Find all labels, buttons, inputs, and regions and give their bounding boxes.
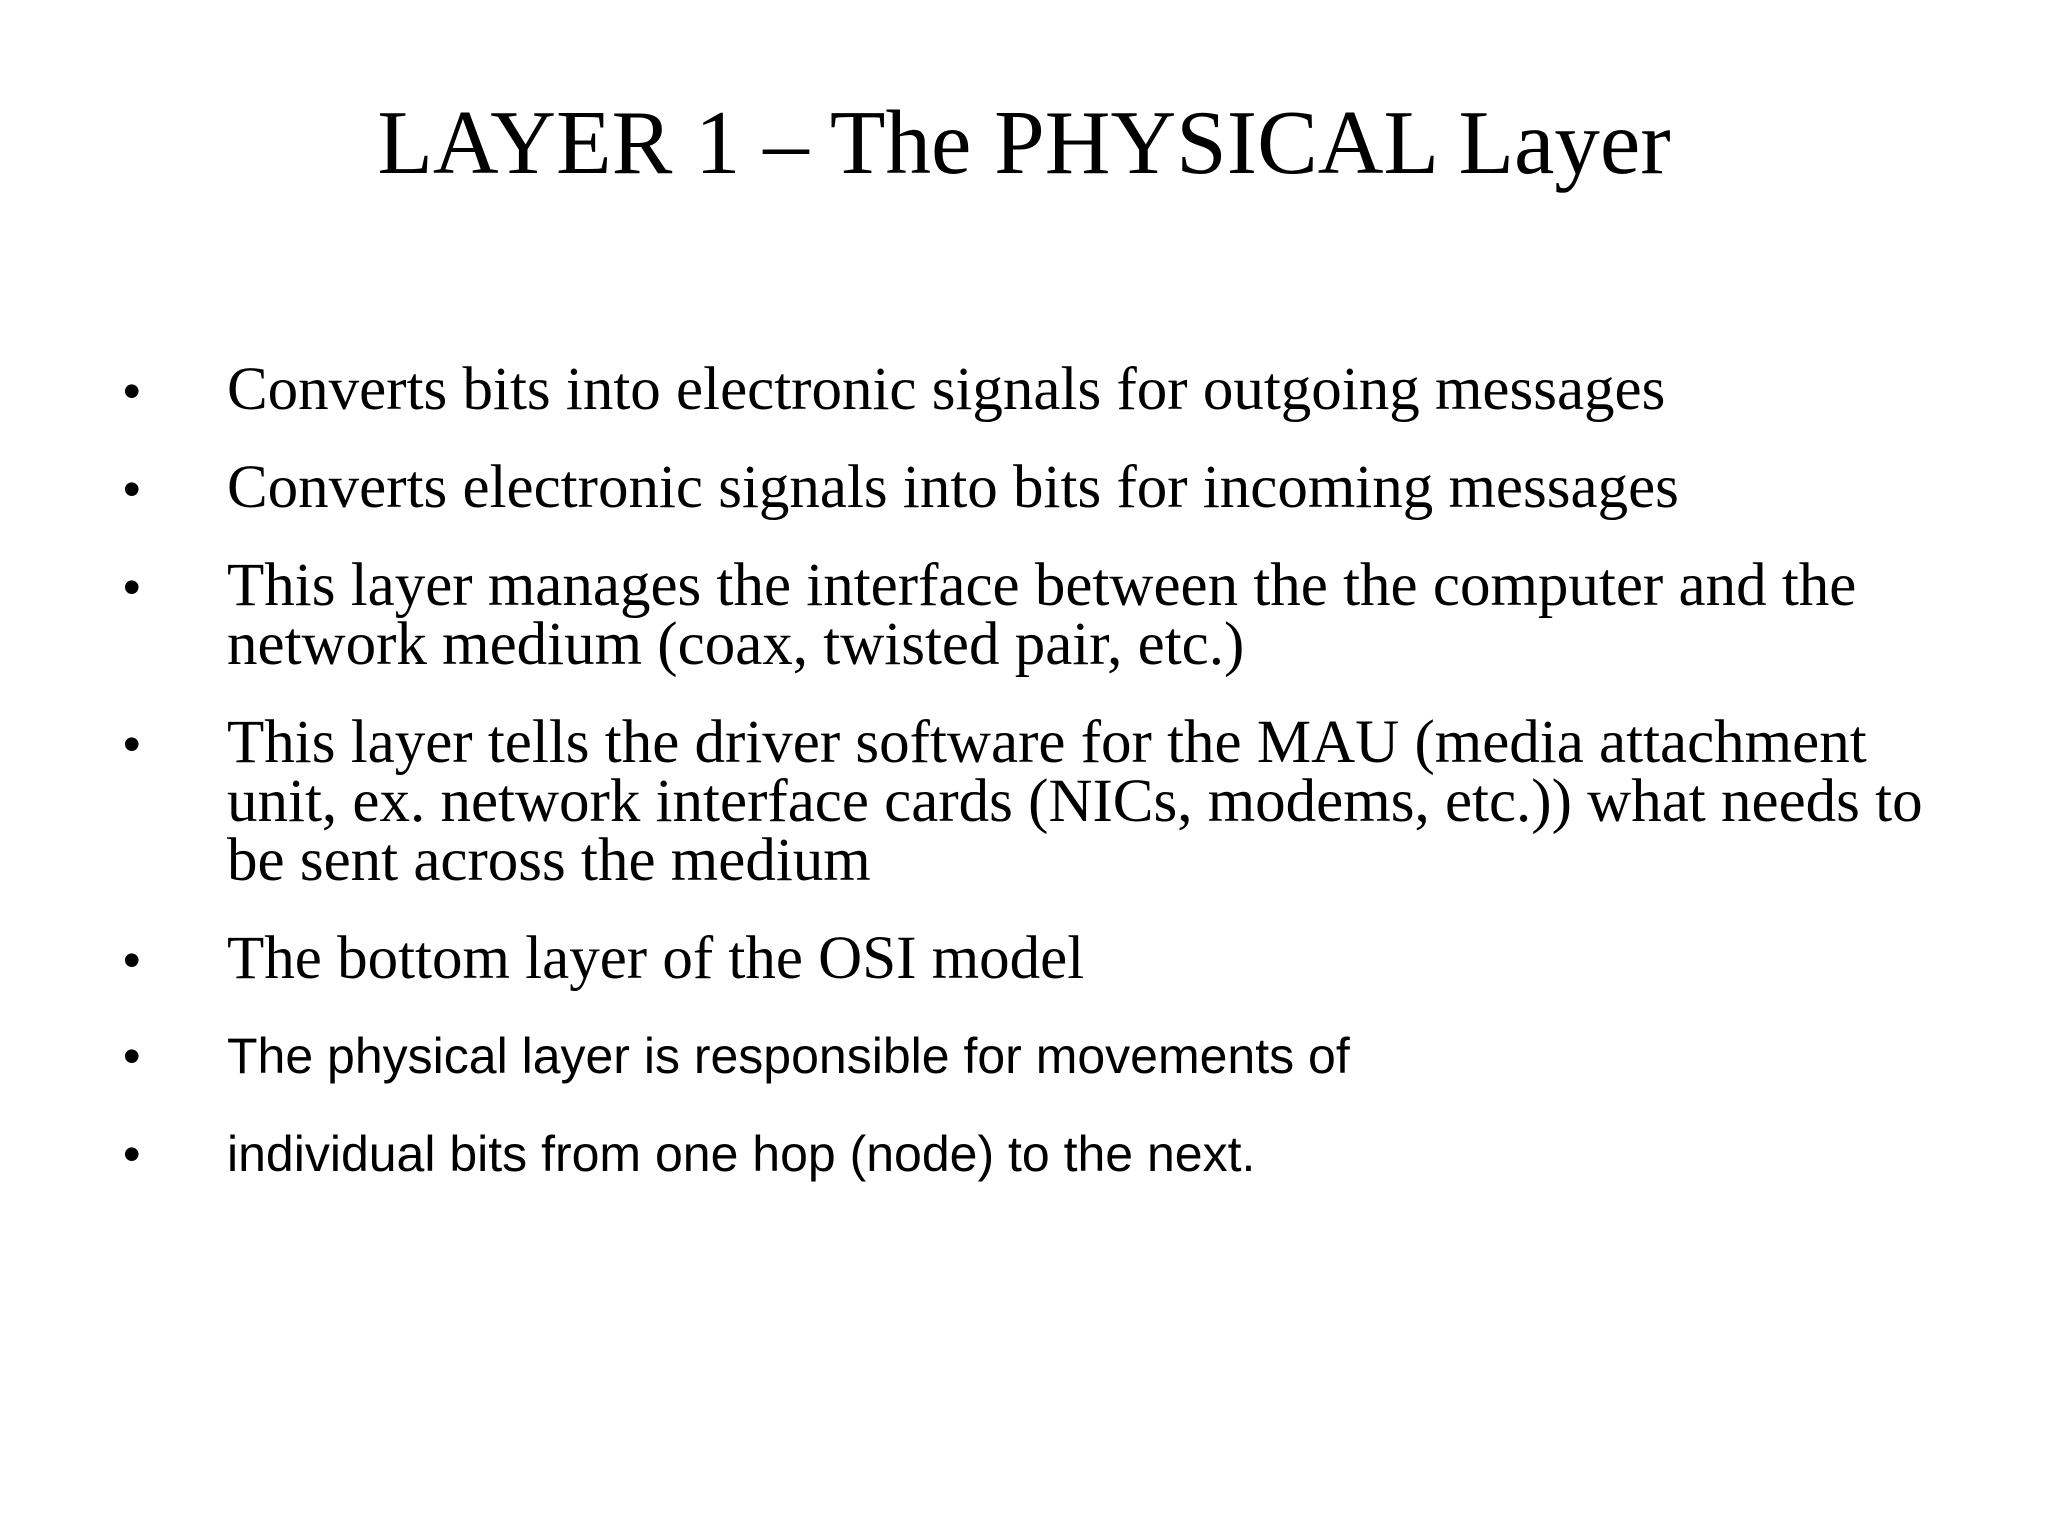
- list-item: [120, 454, 1980, 521]
- bullet-icon: •: [123, 559, 141, 615]
- bullet-text: This layer tells the driver software for the MAU (media attachment unit, ex. network interface cards (NICs, modems, etc.)) what needs to be sent across the medium: [227, 709, 1923, 894]
- bullet-text: This layer manages the interface between the the computer and the network medium (coax, twisted pair, etc.): [227, 552, 1857, 678]
- bullet-text: individual bits from one hop (node) to the next.: [227, 1126, 1256, 1182]
- bullet-icon: •: [123, 1028, 141, 1084]
- bullet-icon: •: [123, 1126, 141, 1182]
- list-item: [120, 709, 1980, 894]
- bullet-list: [120, 356, 1980, 1184]
- bullet-icon: •: [123, 461, 141, 517]
- bullet-text: The physical layer is responsible for movements of: [227, 1028, 1350, 1084]
- list-item: [120, 1027, 1980, 1086]
- bullet-icon: •: [123, 716, 141, 772]
- slide-title: LAYER 1 – The PHYSICAL Layer: [377, 92, 1671, 193]
- bullet-icon: •: [123, 363, 141, 419]
- bullet-text: The bottom layer of the OSI model: [227, 925, 1085, 992]
- list-item: [120, 925, 1980, 992]
- list-item: [120, 356, 1980, 423]
- bullet-text: Converts electronic signals into bits for incoming messages: [227, 454, 1679, 521]
- list-item: [120, 1125, 1980, 1184]
- list-item: [120, 552, 1980, 678]
- bullet-text: Converts bits into electronic signals for outgoing messages: [227, 356, 1666, 423]
- bullet-icon: •: [123, 932, 141, 988]
